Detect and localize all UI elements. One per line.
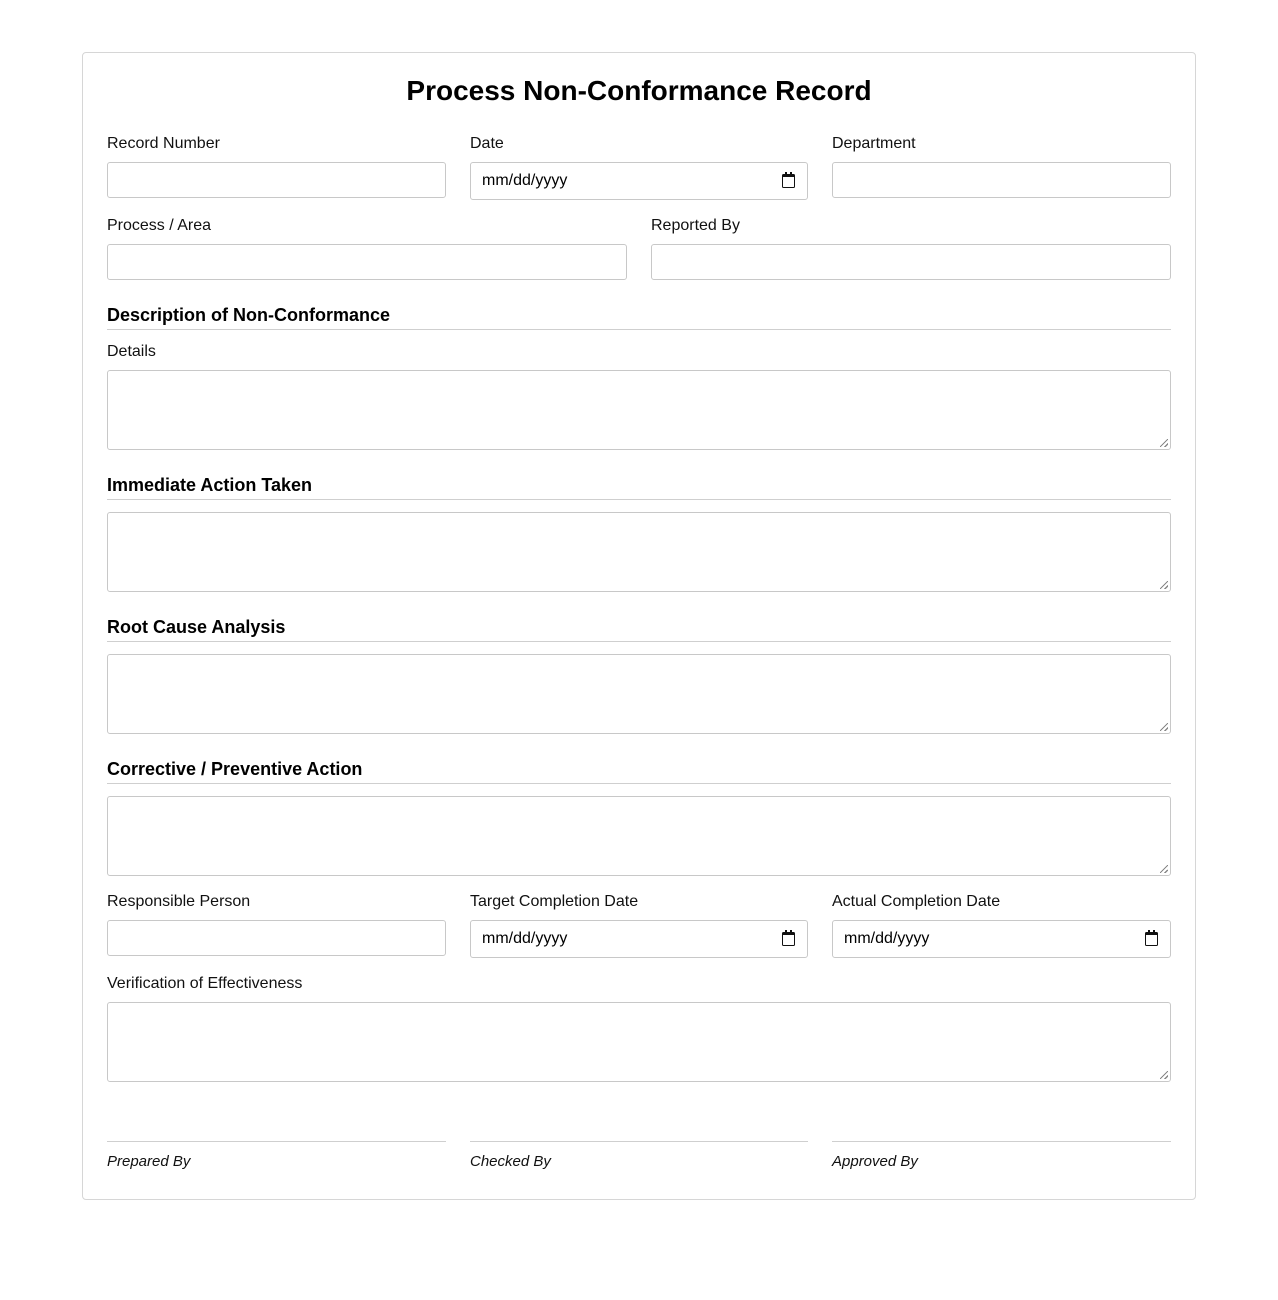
immediate-action-textarea[interactable] [107, 512, 1171, 592]
immediate-action-heading: Immediate Action Taken [107, 475, 313, 495]
details-label: Details [107, 343, 156, 360]
page-title: Process Non-Conformance Record [406, 75, 872, 106]
root-cause-heading: Root Cause Analysis [107, 617, 286, 637]
root-cause-textarea[interactable] [107, 654, 1171, 734]
date-input[interactable] [470, 162, 808, 200]
date-placeholder: mm/dd/yyyy [482, 172, 568, 189]
signature-line-checked [470, 1141, 808, 1142]
corrective-action-textarea[interactable] [107, 796, 1171, 876]
prepared-by-label: Prepared By [107, 1153, 191, 1170]
checked-by-label: Checked By [470, 1153, 551, 1170]
responsible-person-input[interactable] [107, 920, 446, 956]
section-divider [107, 783, 1171, 784]
actual-completion-date-label: Actual Completion Date [832, 893, 1001, 910]
non-conformance-form [82, 52, 1196, 1200]
section-divider [107, 499, 1171, 500]
resize-grip-icon[interactable] [1160, 723, 1168, 731]
reported-by-input[interactable] [651, 244, 1171, 280]
corrective-action-heading: Corrective / Preventive Action [107, 759, 363, 779]
signature-line-prepared [107, 1141, 446, 1142]
verification-label: Verification of Effectiveness [107, 975, 303, 992]
approved-by-label: Approved By [832, 1153, 918, 1170]
department-label: Department [832, 135, 916, 152]
section-divider [107, 641, 1171, 642]
calendar-icon[interactable] [1145, 932, 1158, 946]
date-placeholder: mm/dd/yyyy [844, 930, 930, 947]
date-placeholder: mm/dd/yyyy [482, 930, 568, 947]
record-number-input[interactable] [107, 162, 446, 198]
calendar-icon[interactable] [782, 174, 795, 188]
description-heading: Description of Non-Conformance [107, 305, 391, 325]
process-area-input[interactable] [107, 244, 627, 280]
record-number-label: Record Number [107, 135, 220, 152]
calendar-icon[interactable] [782, 932, 795, 946]
actual-completion-date-input[interactable] [832, 920, 1171, 958]
target-completion-date-input[interactable] [470, 920, 808, 958]
section-divider [107, 329, 1171, 330]
resize-grip-icon[interactable] [1160, 865, 1168, 873]
date-label: Date [470, 135, 504, 152]
details-textarea[interactable] [107, 370, 1171, 450]
resize-grip-icon[interactable] [1160, 1071, 1168, 1079]
responsible-person-label: Responsible Person [107, 893, 251, 910]
target-completion-date-label: Target Completion Date [470, 893, 639, 910]
signature-line-approved [832, 1141, 1171, 1142]
verification-textarea[interactable] [107, 1002, 1171, 1082]
process-area-label: Process / Area [107, 217, 212, 234]
reported-by-label: Reported By [651, 217, 740, 234]
department-input[interactable] [832, 162, 1171, 198]
resize-grip-icon[interactable] [1160, 439, 1168, 447]
resize-grip-icon[interactable] [1160, 581, 1168, 589]
